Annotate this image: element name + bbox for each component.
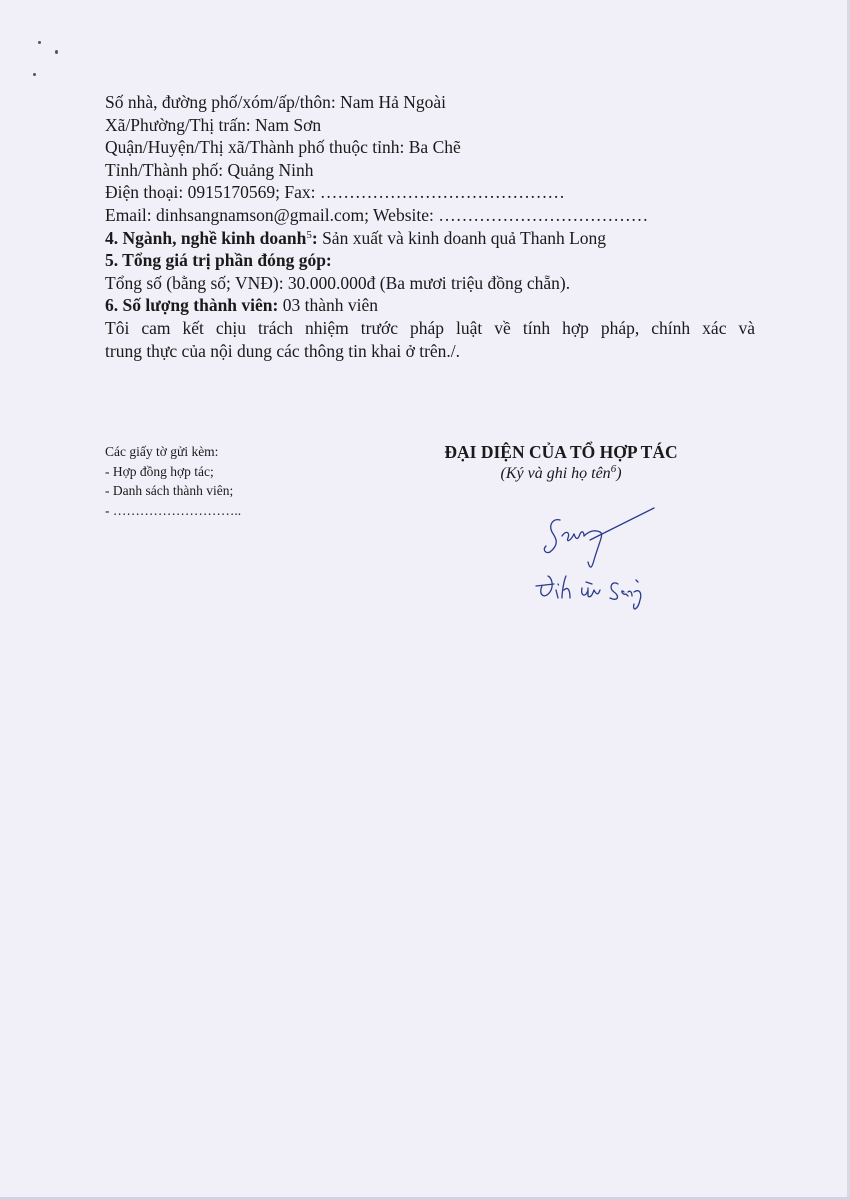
commitment-line-2: trung thực của nội dung các thông tin khai ở trên./. xyxy=(105,340,461,361)
signature-instruction-close: ) xyxy=(616,465,622,482)
signature-instruction xyxy=(392,463,730,485)
address-street: Số nhà, đường phố/xóm/ấp/thôn: Nam Hả Ngoài xyxy=(105,92,446,112)
scan-speck xyxy=(55,50,58,54)
section-4-colon: : xyxy=(311,227,318,248)
section-5-heading xyxy=(105,249,755,272)
phone-fax: Điện thoại: 0915170569; Fax: …………………………………… xyxy=(105,182,565,203)
section-6-label: 6. Số lượng thành viên: xyxy=(105,295,279,316)
address-district: Quận/Huyện/Thị xã/Thành phố thuộc tỉnh: Ba Chẽ xyxy=(105,137,461,158)
section-business-lines xyxy=(105,227,755,250)
address-ward: Xã/Phường/Thị trấn: Nam Sơn xyxy=(105,114,322,135)
representative-block xyxy=(392,441,730,485)
form-body xyxy=(105,91,755,362)
attachment-item: - ……………………….. xyxy=(105,502,242,518)
attachment-item: - Danh sách thành viên; xyxy=(105,483,234,498)
section-4-label: 4. Ngành, nghề kinh doanh xyxy=(105,227,307,248)
address-province: Tỉnh/Thành phố: Quảng Ninh xyxy=(105,159,314,180)
email-website: Email: dinhsangnamson@gmail.com; Website: ……………………………… xyxy=(105,204,649,225)
footnote-marker: 5 xyxy=(306,228,312,241)
signature-instruction-text: (Ký và ghi họ tên xyxy=(500,465,611,482)
scan-speck xyxy=(33,73,36,76)
section-member-count xyxy=(105,294,755,317)
attachments-block xyxy=(105,442,241,520)
section-5-value: Tổng số (bằng số; VNĐ): 30.000.000đ (Ba mươi triệu đồng chẵn). xyxy=(105,272,571,293)
section-6-value: 03 thành viên xyxy=(278,295,378,316)
attachments-title: Các giấy tờ gửi kèm: xyxy=(105,444,219,459)
commitment-line-1: Tôi cam kết chịu trách nhiệm trước pháp luật về tính hợp pháp, chính xác và xyxy=(105,317,755,338)
representative-title: ĐẠI DIỆN CỦA TỔ HỢP TÁC xyxy=(444,442,678,462)
section-5-label: 5. Tổng giá trị phần đóng góp: xyxy=(105,250,332,271)
handwritten-signature xyxy=(520,500,680,620)
footnote-marker: 6 xyxy=(610,463,617,475)
attachment-item: - Hợp đồng hợp tác; xyxy=(105,463,214,479)
section-4-value: Sản xuất và kinh doanh quả Thanh Long xyxy=(317,227,607,248)
scan-speck xyxy=(38,41,41,44)
